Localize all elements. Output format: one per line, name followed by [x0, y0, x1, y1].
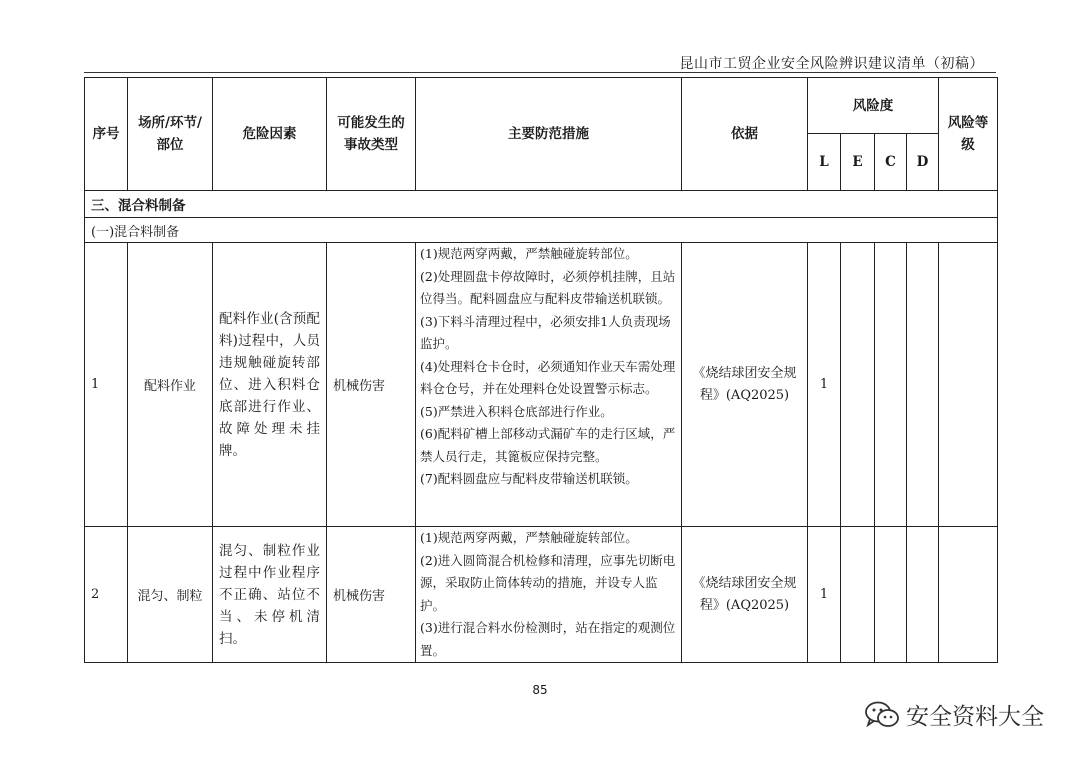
col-header-place [128, 78, 213, 191]
row-C [875, 243, 907, 527]
table-row [85, 527, 998, 663]
subsection-title: (一)混合料制备 [85, 218, 998, 243]
measure-item: (5)严禁进入积料仓底部进行作业。 [420, 403, 613, 419]
measure-item: (2)进入圆筒混合机检修和清理，应事先切断电源，采取防止筒体转动的措施，并设专人监护。 [420, 552, 676, 613]
col-header-risk-degree: 风险度 [808, 78, 939, 134]
row-level [939, 527, 998, 663]
measure-item: (3)下料斗清理过程中，必须安排1人负责现场监护。 [420, 313, 671, 351]
row-L: 1 [808, 243, 841, 527]
col-header-L: L [808, 134, 841, 191]
row-L: 1 [808, 527, 841, 663]
measure-item: (2)处理圆盘卡停故障时，必须停机挂牌，且站位得当。配料圆盘应与配料皮带输送机联锁。 [420, 268, 676, 306]
row-D [907, 243, 939, 527]
risk-table [84, 77, 998, 663]
row-C [875, 527, 907, 663]
row-hazard: 混匀、制粒作业过程中作业程序不正确、站位不当、未停机清扫。 [213, 527, 327, 663]
col-header-E: E [841, 134, 875, 191]
row-measures [416, 243, 682, 527]
row-seq: 1 [85, 243, 128, 527]
measure-item: (7)配料圆盘应与配料皮带输送机联锁。 [420, 471, 638, 486]
col-header-risk-level: 风险等级 [939, 78, 998, 191]
row-place: 混匀、制粒 [128, 527, 213, 663]
col-header-measures: 主要防范措施 [416, 78, 682, 191]
header-rule [84, 72, 996, 73]
document-header-title: 昆山市工贸企业安全风险辨识建议清单（初稿） [679, 56, 984, 72]
measure-item: (1)规范两穿两戴，严禁触碰旋转部位。 [420, 246, 638, 261]
row-seq: 2 [85, 527, 128, 663]
measure-item: (1)规范两穿两戴，严禁触碰旋转部位。 [420, 530, 638, 545]
row-basis: 《烧结球团安全规程》(AQ2025) [682, 527, 808, 663]
measure-item: (6)配料矿槽上部移动式漏矿车的走行区域，严禁人员行走，其篦板应保持完整。 [420, 426, 676, 464]
col-header-seq: 序号 [85, 78, 128, 191]
row-E [841, 527, 875, 663]
wechat-icon [864, 700, 900, 730]
row-measures [416, 527, 682, 663]
section-title: 三、混合料制备 [85, 191, 998, 218]
row-hazard: 配料作业(含预配料)过程中，人员违规触碰旋转部位、进入积料仓底部进行作业、故障处理未挂牌。 [213, 243, 327, 527]
watermark [864, 698, 1044, 731]
table-row [85, 243, 998, 527]
col-header-place-text: 场所/环节/部位 [138, 115, 202, 153]
row-E [841, 243, 875, 527]
col-header-hazard: 危险因素 [213, 78, 327, 191]
watermark-text: 安全资料大全 [906, 704, 1044, 730]
col-header-basis: 依据 [682, 78, 808, 191]
measure-item: (3)进行混合料水份检测时，站在指定的观测位置。 [420, 620, 676, 658]
page-number: 85 [532, 683, 548, 697]
measure-item: (4)处理料仓卡仓时，必须通知作业天车需处理料仓仓号，并在处理料仓处设置警示标志。 [420, 358, 676, 396]
row-D [907, 527, 939, 663]
row-basis: 《烧结球团安全规程》(AQ2025) [682, 243, 808, 527]
row-accident: 机械伤害 [327, 527, 416, 663]
col-header-accident: 可能发生的事故类型 [327, 78, 416, 191]
row-accident: 机械伤害 [327, 243, 416, 527]
row-place: 配料作业 [128, 243, 213, 527]
col-header-D: D [907, 134, 939, 191]
row-level [939, 243, 998, 527]
col-header-C: C [875, 134, 907, 191]
